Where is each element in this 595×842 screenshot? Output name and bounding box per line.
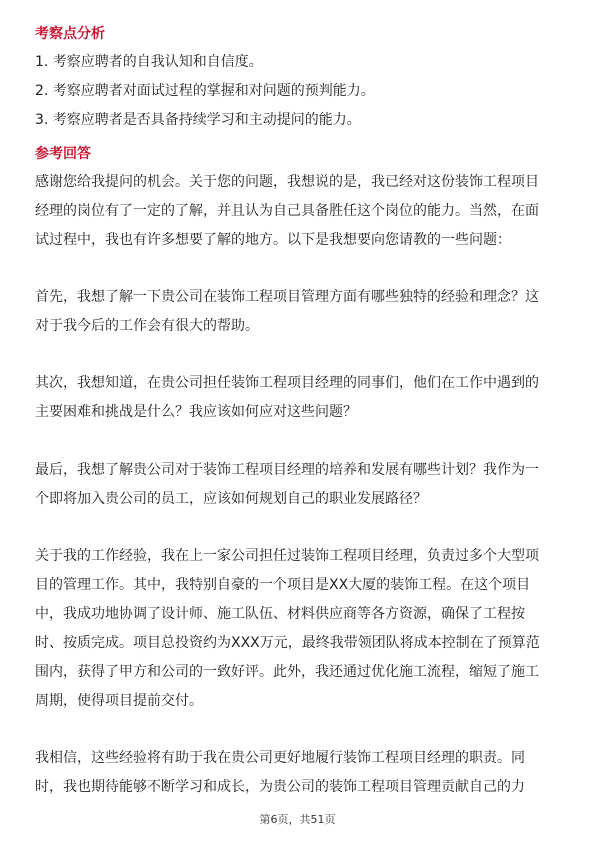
- answer-line: 围内，获得了甲方和公司的一致好评。此外，我还通过优化施工流程，缩短了施工: [35, 664, 539, 680]
- answer-line: 周期，使得项目提前交付。: [35, 693, 203, 709]
- answer-line: 时，我也期待能够不断学习和成长，为贵公司的装饰工程项目管理贡献自己的力: [35, 779, 525, 795]
- answer-line: 其次，我想知道，在贵公司担任装饰工程项目经理的同事们，他们在工作中遇到的: [35, 375, 539, 391]
- answer-line: 关于我的工作经验，我在上一家公司担任过装饰工程项目经理，负责过多个大型项: [35, 548, 539, 564]
- analysis-item: 2. 考察应聘者对面试过程的掌握和对问题的预判能力。: [35, 83, 375, 99]
- answer-line: 试过程中，我也有许多想要了解的地方。以下是我想要向您请教的一些问题：: [35, 232, 511, 248]
- page-number: 第6页，共51页: [259, 813, 336, 826]
- answer-line: 目的管理工作。其中，我特别自豪的一个项目是XX大厦的装饰工程。在这个项目: [35, 577, 531, 593]
- answer-line: 感谢您给我提问的机会。关于您的问题，我想说的是，我已经对这份装饰工程项目: [35, 174, 539, 190]
- answer-line: 经理的岗位有了一定的了解，并且认为自己具备胜任这个岗位的能力。当然，在面: [35, 203, 539, 219]
- answer-line: 首先，我想了解一下贵公司在装饰工程项目管理方面有哪些独特的经验和理念？这: [35, 289, 539, 305]
- analysis-heading: 考察点分析: [35, 26, 105, 42]
- analysis-item: 3. 考察应聘者是否具备持续学习和主动提问的能力。: [35, 112, 361, 128]
- answer-heading: 参考回答: [35, 146, 91, 162]
- answer-line: 个即将加入贵公司的员工，应该如何规划自己的职业发展路径？: [35, 491, 427, 507]
- answer-line: 我相信，这些经验将有助于我在贵公司更好地履行装饰工程项目经理的职责。同: [35, 750, 525, 766]
- answer-line: 最后，我想了解贵公司对于装饰工程项目经理的培养和发展有哪些计划？我作为一: [35, 462, 539, 478]
- answer-line: 中，我成功地协调了设计师、施工队伍、材料供应商等各方资源，确保了工程按: [35, 606, 525, 622]
- analysis-item: 1. 考察应聘者的自我认知和自信度。: [35, 54, 263, 70]
- answer-line: 主要困难和挑战是什么？我应该如何应对这些问题？: [35, 404, 357, 420]
- answer-line: 时、按质完成。项目总投资约为XXX万元，最终我带领团队将成本控制在了预算范: [35, 635, 540, 651]
- answer-line: 对于我今后的工作会有很大的帮助。: [35, 318, 259, 334]
